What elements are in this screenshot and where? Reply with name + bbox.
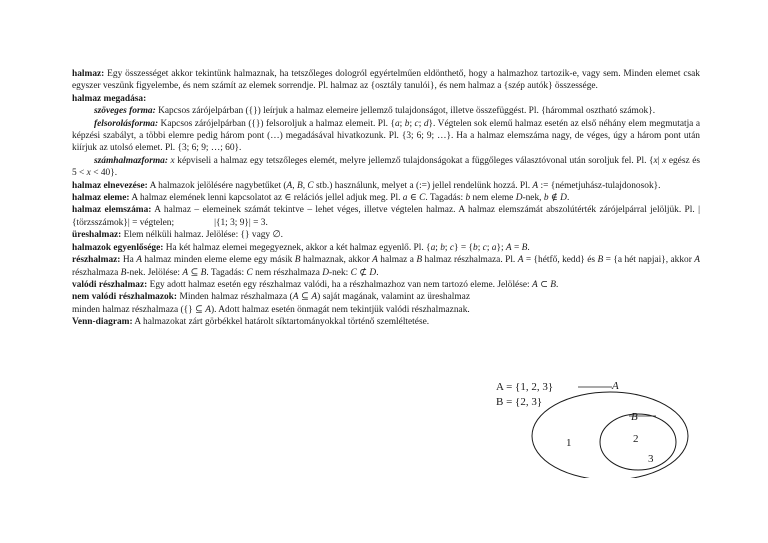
text-run: < 40}.	[90, 168, 118, 179]
definition-halmazok-egyenlosege	[72, 242, 700, 254]
term-label: halmaz elemszáma:	[72, 205, 152, 216]
math-variable: d	[423, 118, 429, 129]
math-variable: D	[369, 267, 377, 278]
text-run: ;	[409, 118, 415, 129]
term-label: Venn-diagram:	[72, 317, 133, 328]
math-variable: A	[311, 292, 318, 303]
text-run: .	[527, 242, 530, 253]
math-variable: A	[136, 255, 142, 266]
math-variable: A	[182, 267, 189, 278]
text-run: |	[657, 155, 663, 166]
text-run: Kapcsos zárójelpárban ({}) leírjuk a halmaz elemeire jellemző tulajdonságot, illetve összefüggést. Pl. {hárommal osztható számok}.	[155, 106, 656, 117]
text-run: .	[566, 193, 570, 204]
text-run: ;	[477, 242, 483, 253]
math-variable: A	[532, 180, 539, 191]
text-run: Egy adott halmaz esetén egy részhalmaz valódi, ha a részhalmazhoz van nem tartozó eleme. Jelölése:	[147, 279, 532, 290]
math-variable: A	[531, 279, 538, 290]
venn-set-b-definition: B = {2, 3}	[496, 396, 543, 408]
math-variable: x	[170, 155, 175, 166]
subterm-label: szöveges forma:	[94, 106, 156, 117]
math-variable: A	[517, 255, 524, 266]
math-variable: c	[482, 242, 487, 253]
text-run: ⊆	[298, 292, 312, 303]
text-run: -nek. Jelölése:	[126, 267, 183, 278]
definition-nem-valodi-reszhalmazok	[72, 291, 470, 316]
text-run: ∈	[407, 193, 420, 204]
venn-label-a: A	[612, 380, 619, 392]
math-variable: D	[560, 193, 567, 204]
definition-halmaz-megadasa	[72, 93, 700, 105]
math-variable: A	[694, 255, 700, 266]
venn-set-a-outline	[532, 392, 688, 478]
math-variable: B	[521, 242, 528, 253]
math-variable: x	[662, 155, 667, 166]
term-label: üreshalmaz:	[72, 230, 122, 241]
definition-reszhalmaz	[72, 254, 700, 279]
text-run: ;	[486, 242, 492, 253]
math-variable: A	[372, 255, 378, 266]
term-label: részhalmaz:	[72, 255, 121, 266]
math-variable: C	[307, 180, 314, 191]
document-body	[72, 68, 700, 329]
text-run: .	[556, 279, 559, 290]
definition-halmaz-elnevezese	[72, 180, 700, 192]
venn-region-3: 3	[648, 453, 654, 465]
term-label: halmaz megadása:	[72, 93, 147, 104]
math-variable: b	[465, 193, 471, 204]
text-run: képviseli a halmaz egy tetszőleges elemét, melyre jellemző tulajdonságokat a függőleges választóvonal után soroljuk fel. Pl. {	[174, 155, 654, 166]
text-run: nem részhalmaza	[252, 267, 323, 278]
text-run: részhalmaza	[72, 267, 121, 278]
math-variable: b	[404, 118, 410, 129]
text-run: ,	[292, 180, 297, 191]
definition-szamhalmazforma	[72, 155, 700, 180]
text-run: A halmaz elemének lenni kapcsolatot az ∈ relációs jellel adjuk meg. Pl.	[129, 193, 403, 204]
text-run: ∉	[548, 193, 561, 204]
definition-ureshalmaz	[72, 229, 700, 241]
text-run: = {a hét napjai}, akkor	[603, 255, 695, 266]
venn-region-2: 2	[633, 433, 639, 445]
text-run: .	[376, 267, 379, 278]
text-run: = {hétfő, kedd} és	[523, 255, 598, 266]
math-variable: b	[543, 193, 549, 204]
math-variable: c	[449, 242, 455, 253]
definition-venn-diagram	[72, 316, 470, 328]
text-run: };	[496, 242, 506, 253]
text-run: ;	[399, 118, 405, 129]
math-variable: A	[286, 180, 293, 191]
text-run: Egy összességet akkor tekintünk halmaznak, ha tetszőleges dologról egyértelműen eldönthető, hogy a halmazhoz tartozik-e, vagy sem. Minden elemet csak egyszer veszünk figyelembe, és nem számít az elemek sorrendje. Pl. halmaz az {osztály tanulói}, és nem halmaz a {szép autók} összessége.	[72, 69, 700, 92]
text-run: := {németjuhász-tulajdonosok}.	[538, 180, 661, 191]
math-variable: a	[430, 242, 436, 253]
math-variable: A	[292, 292, 299, 303]
text-run: Ha	[120, 255, 137, 266]
text-run: A halmazok jelölésére nagybetűket (	[147, 180, 287, 191]
math-variable: C	[350, 267, 357, 278]
term-label: halmaz:	[72, 69, 105, 79]
math-variable: c	[414, 118, 419, 129]
math-variable: A	[505, 242, 512, 253]
text-run: A halmazokat zárt görbékkel határolt síktartományokkal történő szemléltetése.	[132, 317, 430, 328]
text-run: ,	[302, 180, 308, 191]
math-variable: B	[294, 255, 301, 266]
math-variable: B	[296, 180, 303, 191]
text-run: ;	[435, 242, 441, 253]
math-variable: x	[653, 155, 658, 166]
math-variable: a	[402, 193, 408, 204]
text-run: ⊂	[537, 279, 551, 290]
text-run: . Tagadás:	[425, 193, 466, 204]
text-run: halmaz a	[377, 255, 417, 266]
math-variable: D	[322, 267, 329, 278]
math-variable: a	[394, 118, 400, 129]
text-run: halmaz részhalmaza. Pl.	[422, 255, 518, 266]
definition-halmaz	[72, 68, 700, 93]
text-run: ;	[444, 242, 450, 253]
text-run: ). Adott halmaz esetén önmagát nem tekintjük valódi részhalmaznak.	[210, 304, 470, 315]
definition-valodi-reszhalmaz	[72, 279, 700, 291]
math-variable: x	[86, 168, 91, 179]
subterm-label: számhalmazforma:	[94, 155, 168, 166]
definition-halmaz-elemszama	[72, 204, 700, 229]
math-variable: D	[515, 193, 523, 204]
text-run: ⊄	[356, 267, 370, 278]
text-run: }. Végtelen sok elemű halmaz esetén az első néhány elem megmutatja a képzési szabályt, a többi elemre pedig három pont (…) megadásával hivatkozunk. Pl. {3; 6; 9; …}. Ha a halmaz elemszáma nagy, de véges, úgy a három pont után kiírjuk az utolsó elemet. Pl. {3; 6; 9; …; 60}.	[72, 118, 700, 154]
venn-label-b: B	[631, 411, 638, 423]
definition-szoveges-forma	[72, 105, 700, 117]
term-label: halmazok egyenlősége:	[72, 242, 164, 253]
term-label: halmaz elnevezése:	[72, 180, 148, 191]
subterm-label: felsorolásforma:	[94, 118, 159, 129]
math-variable: B	[597, 255, 604, 266]
venn-region-1: 1	[566, 437, 572, 449]
term-label: halmaz eleme:	[72, 193, 130, 204]
math-variable: B	[200, 267, 207, 278]
text-run: halmaznak, akkor	[300, 255, 373, 266]
math-variable: B	[416, 255, 423, 266]
text-run: egész és 5 <	[72, 155, 701, 179]
math-variable: b	[473, 242, 478, 253]
venn-diagram-figure	[490, 378, 690, 478]
term-label: valódi részhalmaz:	[72, 279, 148, 290]
definition-felsorolas-forma	[72, 118, 700, 155]
text-run: Ha két halmaz elemei megegyeznek, akkor a két halmaz egyenlő. Pl. {	[163, 242, 431, 253]
text-run: =	[511, 242, 522, 253]
definition-halmaz-eleme	[72, 192, 700, 204]
math-variable: B	[550, 279, 556, 290]
text-run: ;	[418, 118, 424, 129]
text-run: |{1; 3; 9}| = 3.	[214, 217, 268, 228]
text-run: -nek:	[329, 267, 351, 278]
text-run: Elem nélküli halmaz. Jelölése: {} vagy ∅.	[121, 230, 283, 241]
text-run: ) saját magának, valamint az üreshalmaz minden halmaz részhalmaza ({} ⊆	[72, 292, 470, 315]
math-variable: A	[205, 304, 211, 315]
text-run: ⊆	[188, 267, 201, 278]
math-variable: C	[419, 193, 426, 204]
text-run: nem eleme	[470, 193, 516, 204]
text-run: -nek,	[522, 193, 544, 204]
math-variable: b	[440, 242, 445, 253]
venn-set-a-definition: A = {1, 2, 3}	[496, 381, 554, 393]
text-run: . Tagadás:	[206, 267, 247, 278]
text-run: halmaz minden eleme eleme egy másik	[141, 255, 295, 266]
math-variable: C	[246, 267, 253, 278]
math-variable: B	[120, 267, 127, 278]
text-run: Minden halmaz részhalmaza (	[177, 292, 293, 303]
text-run: } = {	[454, 242, 473, 253]
term-label: nem valódi részhalmazok:	[72, 292, 178, 303]
text-run: Kapcsos zárójelpárban ({}) felsoroljuk a halmaz elemeit. Pl. {	[158, 118, 395, 129]
text-run: stb.) használunk, melyet a (:=) jellel rendelünk hozzá. Pl.	[313, 180, 533, 191]
math-variable: a	[491, 242, 497, 253]
text-run: A halmaz – elemeinek számát tekintve – lehet véges, illetve végtelen halmaz. A halmaz elemszámát abszolútérték zárójelpárral jelöljük. Pl. |{törzsszámok}| = végtelen;	[72, 205, 700, 228]
